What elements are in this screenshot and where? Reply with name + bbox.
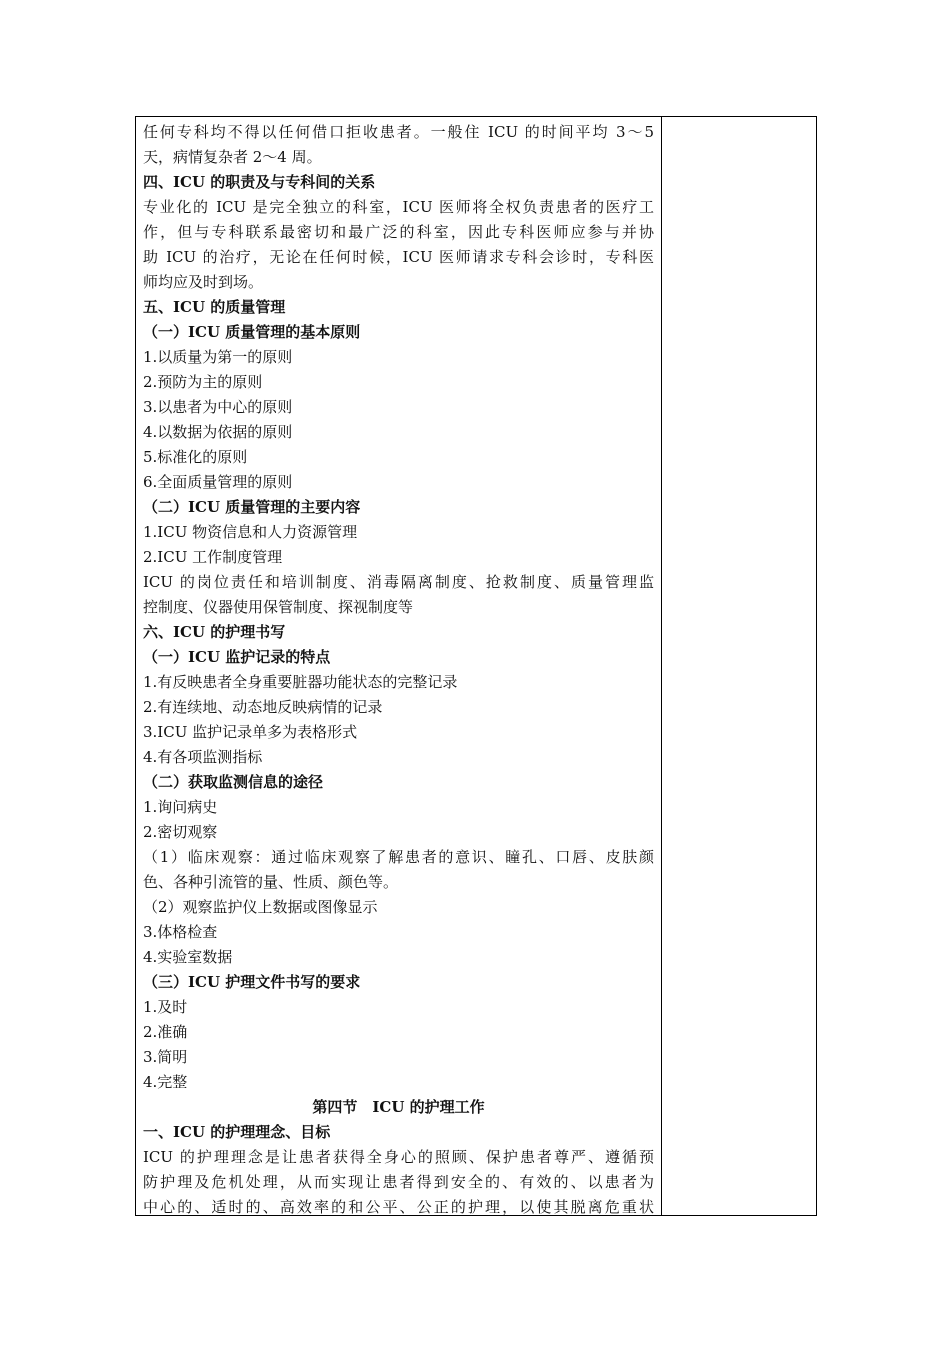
text-line: 3.体格检查 [143, 923, 218, 941]
text-line: 4.有各项监测指标 [143, 748, 263, 766]
text-line: 4.实验室数据 [143, 948, 233, 966]
text-line: （二）获取监测信息的途径 [143, 773, 324, 791]
text-line: 2.预防为主的原则 [143, 373, 263, 391]
notes-column [662, 117, 816, 1215]
text-line: 防护理及危机处理，从而实现让患者得到安全的、有效的、以患者为 [143, 1173, 654, 1191]
text-line: 3.以患者为中心的原则 [143, 398, 293, 416]
text-line: （2）观察监护仪上数据或图像显示 [143, 898, 378, 916]
text-line: 任何专科均不得以任何借口拒收患者。一般住 ICU 的时间平均 3～5 [143, 123, 654, 141]
text-line: （三）ICU 护理文件书写的要求 [143, 973, 361, 991]
text-line: 天，病情复杂者 2～4 周。 [143, 148, 322, 166]
document-table [135, 116, 817, 1216]
text-line: 2.准确 [143, 1023, 188, 1041]
text-line: 一、ICU 的护理理念、目标 [143, 1123, 331, 1141]
text-line: 1.询问病史 [143, 798, 218, 816]
text-line: ICU 的岗位责任和培训制度、消毒隔离制度、抢救制度、质量管理监 [143, 573, 654, 591]
text-line: 第四节 ICU 的护理工作 [312, 1098, 485, 1116]
text-line: 4.完整 [143, 1073, 188, 1091]
text-line: 四、ICU 的职责及与专科间的关系 [143, 173, 376, 191]
text-line: 2.ICU 工作制度管理 [143, 548, 283, 566]
text-line: 1.以质量为第一的原则 [143, 348, 293, 366]
text-line: 2.密切观察 [143, 823, 218, 841]
text-line: 作，但与专科联系最密切和最广泛的科室，因此专科医师应参与并协 [143, 223, 654, 241]
text-line: 助 ICU 的治疗，无论在任何时候，ICU 医师请求专科会诊时，专科医 [143, 248, 654, 266]
text-line: 五、ICU 的质量管理 [143, 298, 286, 316]
text-line: （一）ICU 质量管理的基本原则 [143, 323, 361, 341]
text-line: 师均应及时到场。 [143, 273, 264, 291]
text-line: 5.标准化的原则 [143, 448, 248, 466]
content-column [136, 117, 662, 1215]
text-line: 1.ICU 物资信息和人力资源管理 [143, 523, 358, 541]
text-line: 3.ICU 监护记录单多为表格形式 [143, 723, 358, 741]
text-line: （1）临床观察：通过临床观察了解患者的意识、瞳孔、口唇、皮肤颜 [143, 848, 654, 866]
text-line: 控制度、仪器使用保管制度、探视制度等 [143, 598, 414, 616]
text-line: 专业化的 ICU 是完全独立的科室，ICU 医师将全权负责患者的医疗工 [143, 198, 654, 216]
text-line: 六、ICU 的护理书写 [143, 623, 286, 641]
text-line: 色、各种引流管的量、性质、颜色等。 [143, 873, 399, 891]
text-line: 6.全面质量管理的原则 [143, 473, 293, 491]
text-line: 2.有连续地、动态地反映病情的记录 [143, 698, 383, 716]
text-line: ICU 的护理理念是让患者获得全身心的照顾、保护患者尊严、遵循预 [143, 1148, 654, 1166]
text-line: 1.有反映患者全身重要脏器功能状态的完整记录 [143, 673, 458, 691]
text-line: （一）ICU 监护记录的特点 [143, 648, 331, 666]
text-line: 1.及时 [143, 998, 188, 1016]
text-line: 中心的、适时的、高效率的和公平、公正的护理，以使其脱离危重状 [143, 1198, 654, 1215]
text-line: （二）ICU 质量管理的主要内容 [143, 498, 361, 516]
text-line: 3.简明 [143, 1048, 188, 1066]
text-line: 4.以数据为依据的原则 [143, 423, 293, 441]
